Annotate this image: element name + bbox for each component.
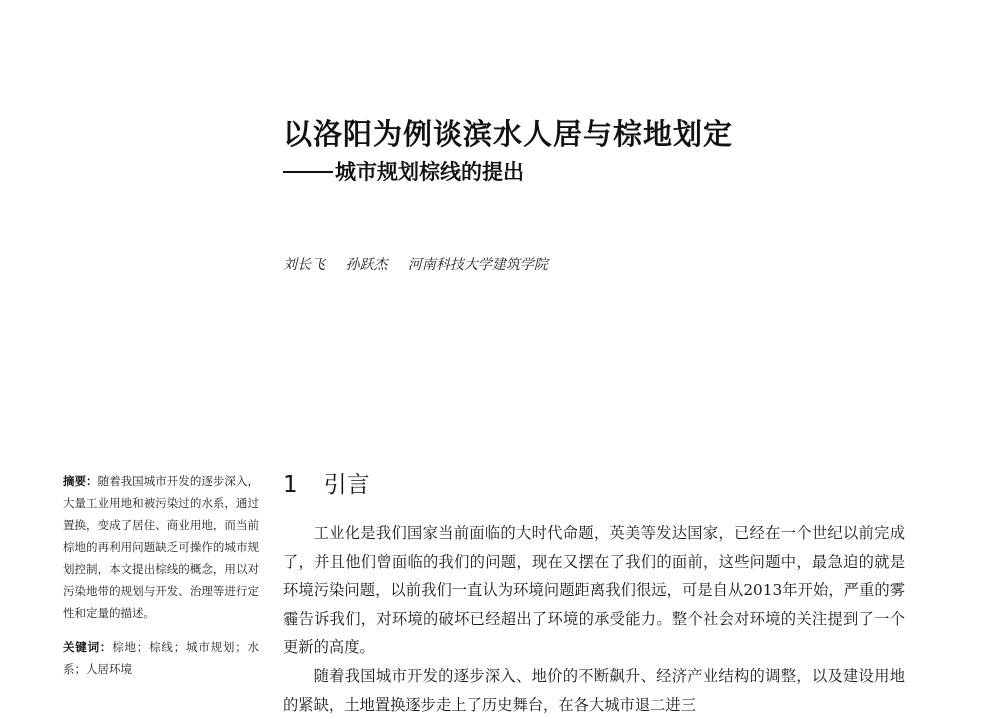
author-name: 刘长飞 bbox=[283, 257, 325, 273]
subtitle-text: 城市规划棕线的提出 bbox=[335, 159, 524, 184]
abstract bbox=[63, 470, 259, 624]
abstract-sidebar bbox=[63, 470, 259, 680]
subtitle-dash bbox=[283, 171, 333, 173]
abstract-label: 摘要： bbox=[63, 474, 98, 488]
body-paragraph: 随着我国城市开发的逐步深入、地价的不断飙升、经济产业结构的调整，以及建设用地的紧缺，土地置换逐步走上了历史舞台，在各大城市退二进三 bbox=[283, 666, 905, 714]
article-subtitle bbox=[283, 156, 524, 186]
abstract-text: 随着我国城市开发的逐步深入，大量工业用地和被污染过的水系，通过置换，变成了居住、商业用地，而当前棕地的再利用问题缺乏可操作的城市规划控制，本文提出棕线的概念，用以对污染地带的规划与开发、治理等进行定性和定量的描述。 bbox=[63, 474, 259, 620]
article-title: 以洛阳为例谈滨水人居与棕地划定 bbox=[283, 117, 734, 151]
keywords-text: 棕地；棕线；城市规划；水系；人居环境 bbox=[63, 640, 260, 676]
body-paragraph: 工业化是我们国家当前面临的大时代命题，英美等发达国家，已经在一个世纪以前完成了，并且他们曾面临的我们的问题，现在又摆在了我们的面前，这些问题中，最急迫的就是环境污染问题，以前我们一直认为环境问题距离我们很远，可是自从2013年开始，严重的雾霾告诉我们，对环境的破坏已经超出了环境的承受能力。整个社会对环境的关注提到了一个更新的高度。 bbox=[283, 524, 905, 657]
keywords-label: 关键词： bbox=[63, 640, 113, 654]
author-name: 孙跃杰 bbox=[345, 257, 388, 273]
body-text bbox=[283, 519, 905, 719]
section-heading bbox=[283, 466, 370, 499]
author-affiliation: 河南科技大学建筑学院 bbox=[407, 257, 548, 273]
section-number: 1 bbox=[283, 472, 298, 498]
author-line bbox=[283, 254, 564, 274]
keywords bbox=[63, 636, 259, 680]
section-title: 引言 bbox=[323, 472, 370, 498]
